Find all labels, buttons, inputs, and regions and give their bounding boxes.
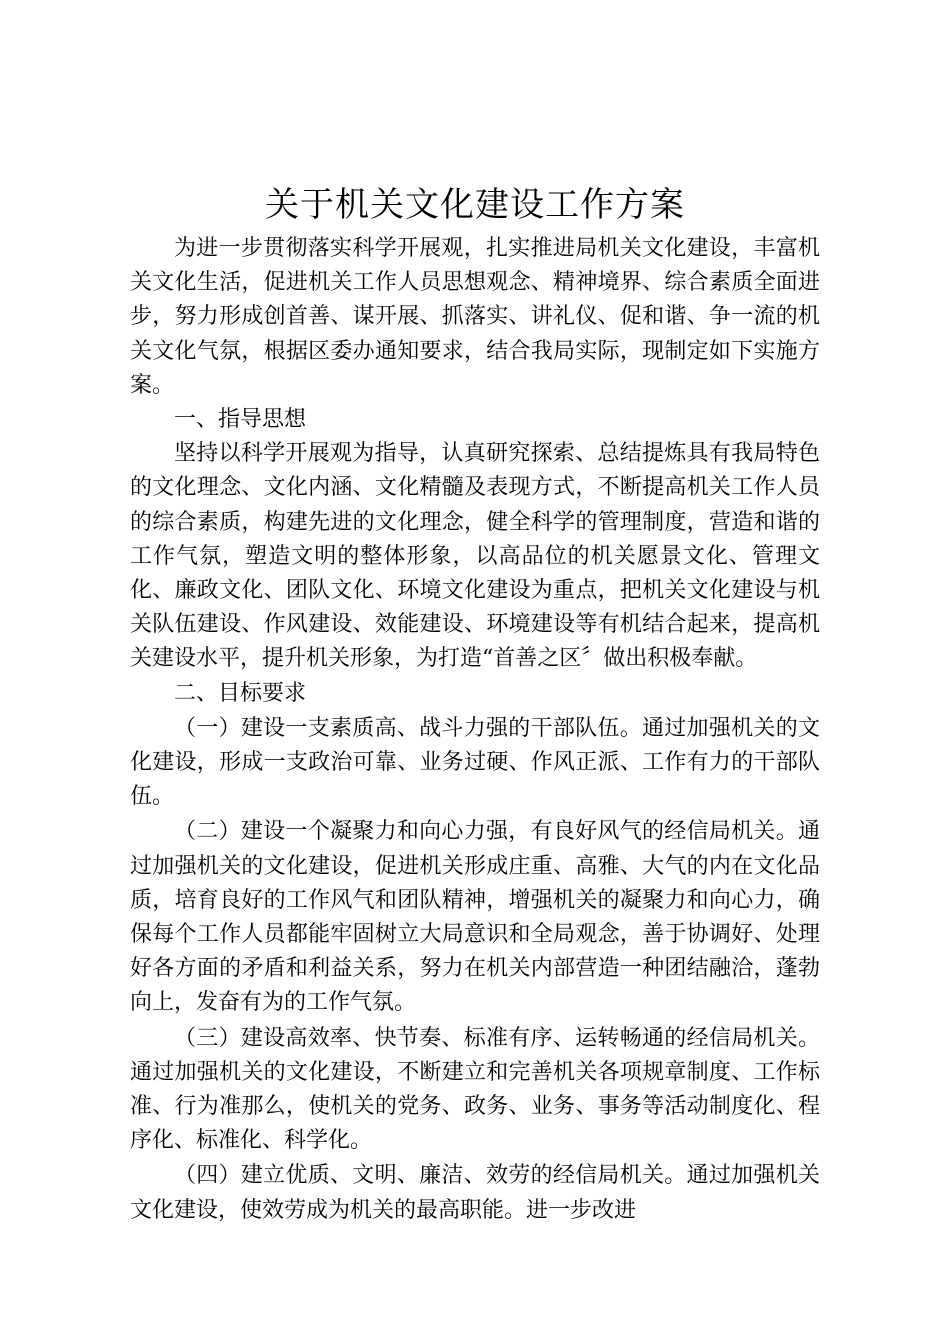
paragraph-goal-1: （一）建设一支素质高、战斗力强的干部队伍。通过加强机关的文化建设，形成一支政治可靠、业务过硬、作风正派、工作有力的干部队伍。 bbox=[130, 715, 820, 810]
document-body bbox=[130, 232, 820, 1228]
paragraph-guiding-ideology: 坚持以科学开展观为指导，认真研究探索、总结提炼具有我局特色的文化理念、文化内涵、文化精髓及表现方式，不断提高机关工作人员的综合素质，构建先进的文化理念，健全科学的管理制度，营造和谐的工作气氛，塑造文明的整体形象，以高品位的机关愿景文化、管理文化、廉政文化、团队文化、环境文化建设为重点，把机关文化建设与机关队伍建设、作风建设、效能建设、环境建设等有机结合起来，提高机关建设水平，提升机关形象，为打造“首善之区〞做出积极奉献。 bbox=[130, 441, 820, 672]
paragraph-intro: 为进一步贯彻落实科学开展观，扎实推进局机关文化建设，丰富机关文化生活，促进机关工作人员思想观念、精神境界、综合素质全面进步，努力形成创首善、谋开展、抓落实、讲礼仪、促和谐、争一流的机关文化气氛，根据区委办通知要求，结合我局实际，现制定如下实施方案。 bbox=[130, 236, 820, 398]
paragraph-goal-4: （四）建立优质、文明、廉洁、效劳的经信局机关。通过加强机关文化建设，使效劳成为机关的最高职能。进一步改进 bbox=[130, 1163, 820, 1223]
paragraph-goal-2: （二）建设一个凝聚力和向心力强，有良好风气的经信局机关。通过加强机关的文化建设，促进机关形成庄重、高雅、大气的内在文化品质，培育良好的工作风气和团队精神，增强机关的凝聚力和向心力，确保每个工作人员都能牢固树立大局意识和全局观念，善于协调好、处理好各方面的矛盾和利益关系，努力在机关内部营造一种团结融洽，蓬勃向上，发奋有为的工作气氛。 bbox=[130, 819, 820, 1016]
heading-goals: 二、目标要求 bbox=[174, 680, 307, 706]
document-title: 关于机关文化建设工作方案 bbox=[265, 185, 685, 225]
heading-guiding-ideology: 一、指导思想 bbox=[174, 407, 307, 433]
paragraph-goal-3: （三）建设高效率、快节奏、标准有序、运转畅通的经信局机关。通过加强机关的文化建设，不断建立和完善机关各项规章制度、工作标准、行为准那么，使机关的党务、政务、业务、事务等活动制度化、程序化、标准化、科学化。 bbox=[130, 1025, 820, 1154]
